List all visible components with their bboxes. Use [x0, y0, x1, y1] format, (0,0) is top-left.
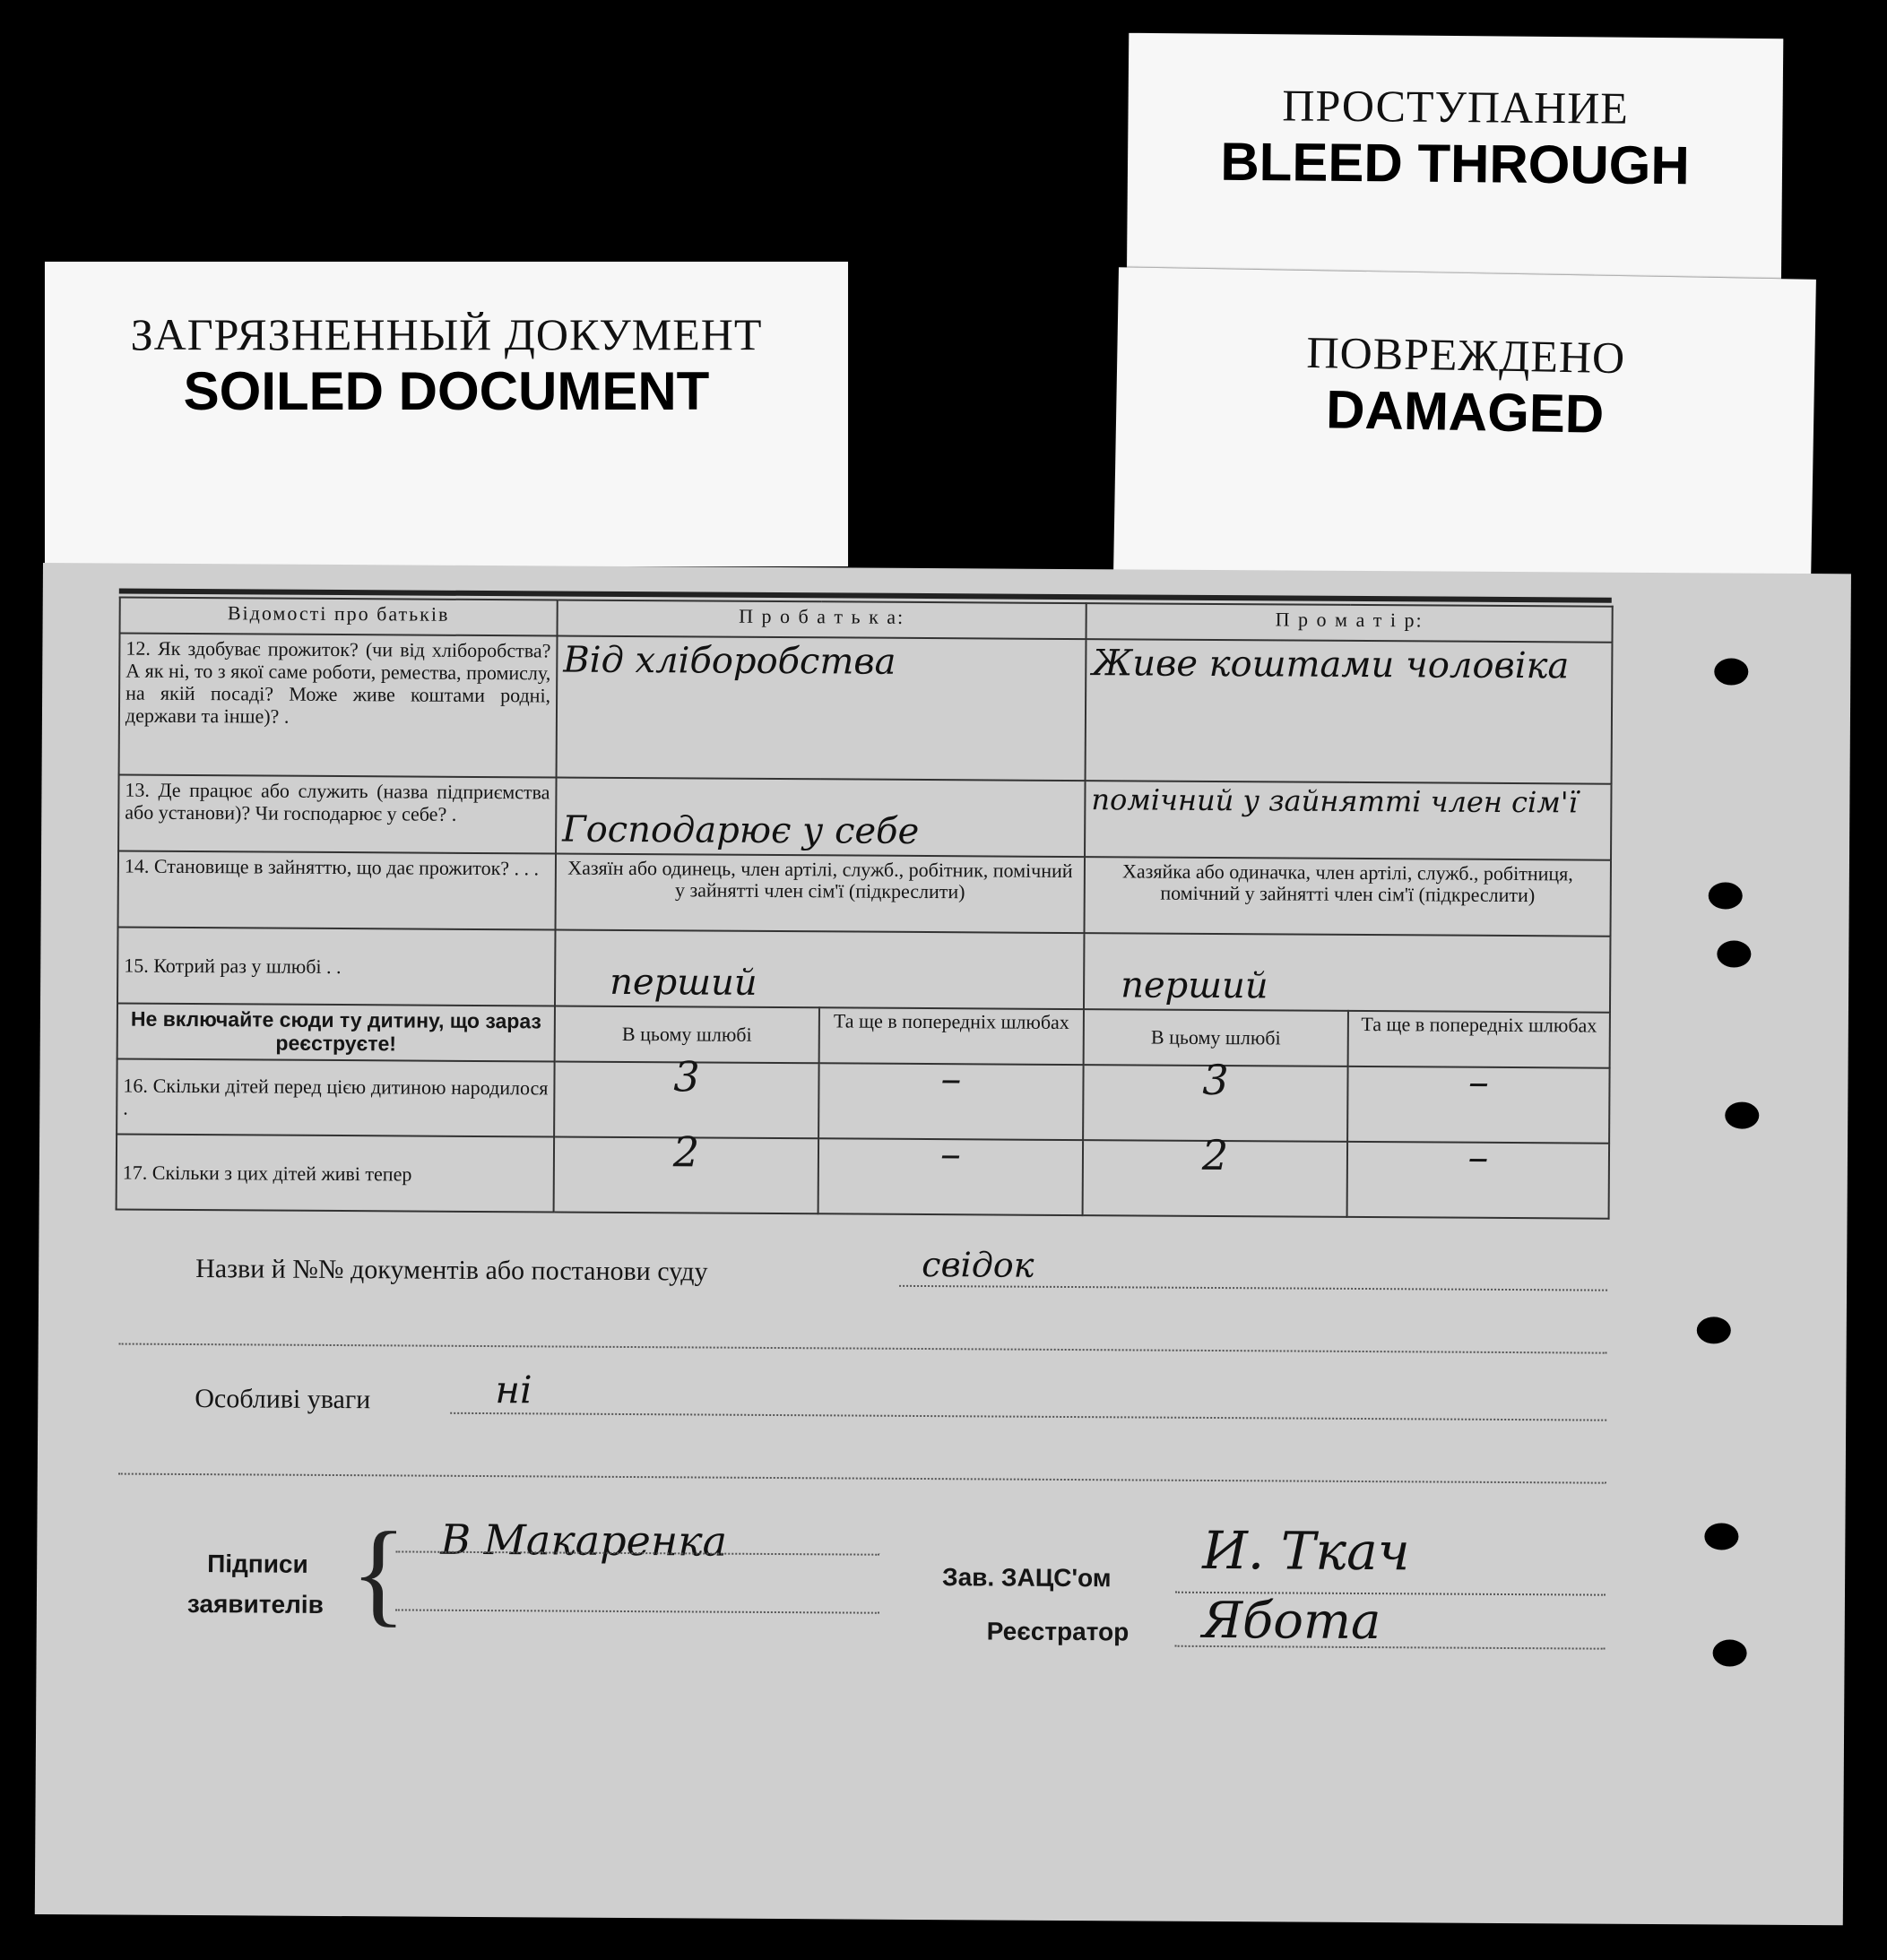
q13-mother-answer: помічний у зайнятті член сім'ї	[1085, 781, 1612, 860]
documents-value: свідок	[922, 1245, 1034, 1285]
binding-hole	[1714, 658, 1748, 685]
q17-text	[117, 1135, 555, 1213]
remarks-value: ні	[495, 1368, 532, 1412]
mother-prev-marriages-header: Та ще в попередніх шлюбах	[1348, 1011, 1610, 1068]
q12-father-answer: Від хліборобства	[557, 636, 1086, 781]
applicant-signature: В Макаренка	[440, 1515, 728, 1566]
binding-hole	[1713, 1639, 1747, 1666]
q13-text	[118, 775, 557, 854]
soiled-document-label	[45, 262, 848, 566]
binding-hole	[1697, 1317, 1731, 1343]
father-this-marriage-header: В цьому шлюбі	[555, 1006, 819, 1063]
q16-text	[117, 1059, 555, 1137]
q15-text	[117, 928, 556, 1006]
remarks-line-2	[118, 1473, 1606, 1484]
mother-this-marriage-header: В цьому шлюбі	[1084, 1009, 1348, 1066]
q15-question: Котрий раз у шлюбі . .	[153, 954, 342, 979]
soiled-label-ru: ЗАГРЯЗНЕННЫЙ ДОКУМЕНТ	[130, 309, 763, 359]
row-q14	[118, 851, 1612, 937]
q14-father-options: Хазяїн або одинець, член артілі, служб., робітник, помічний у зайнятті член сім'ї (підкреслити)	[556, 854, 1086, 934]
row-q15	[117, 928, 1611, 1013]
q13-number: 13.	[125, 778, 151, 801]
header-parents-info: Відомості про батьків	[120, 598, 558, 636]
binding-hole	[1717, 940, 1751, 967]
row-q17	[117, 1135, 1609, 1219]
row-q16	[117, 1059, 1609, 1144]
q12-text	[119, 634, 558, 778]
damaged-label	[1113, 267, 1816, 584]
header-father: П р о б а т ь к а:	[558, 600, 1086, 640]
q14-text	[118, 851, 557, 930]
remarks-label: Особливі уваги	[195, 1384, 371, 1415]
q16-number: 16.	[123, 1074, 149, 1097]
binding-hole	[1725, 1101, 1759, 1128]
q15-number: 15.	[124, 954, 149, 977]
remarks-line-1	[450, 1412, 1606, 1421]
q16-question: Скільки дітей перед цією дитиною народилося .	[123, 1074, 549, 1119]
signature-brace: {	[350, 1508, 407, 1638]
row-q12	[119, 634, 1613, 784]
q13-question: Де працює або служить (назва підприємства або установи)? Чи господарює у себе? .	[125, 778, 550, 825]
q14-number: 14.	[124, 854, 150, 877]
documents-label: Назви й №№ документів або постанови суду	[195, 1254, 708, 1287]
q17-mother-prev: –	[1347, 1142, 1610, 1219]
q13-father-answer: Господарює у себе	[556, 778, 1086, 858]
q12-number: 12.	[126, 636, 151, 660]
row-q13	[118, 775, 1612, 860]
q16-mother-this: 3	[1083, 1065, 1348, 1142]
father-prev-marriages-header: Та ще в попередніх шлюбах	[819, 1007, 1084, 1065]
soiled-label-en: SOILED DOCUMENT	[183, 361, 710, 421]
zags-head-label: Зав. ЗАЦС'ом	[942, 1563, 1112, 1593]
q17-number: 17.	[122, 1161, 148, 1184]
zags-head-signature: И. Ткач	[1202, 1519, 1410, 1583]
q12-question: Як здобуває прожиток? (чи від хліборобства? А як ні, то з якої саме роботи, ремества, промислу, на якій посаді? Може живе коштами родні, держави та інше)? .	[125, 636, 551, 728]
q12-mother-answer: Живе коштами чоловіка	[1086, 639, 1613, 784]
documents-line-1	[899, 1285, 1607, 1291]
bleed-label-en: BLEED THROUGH	[1220, 131, 1691, 196]
parents-info-table	[116, 589, 1612, 1220]
bleed-through-label	[1127, 33, 1784, 307]
damaged-label-ru: ПОВРЕЖДЕНО	[1306, 326, 1626, 384]
registrar-signature: Ябота	[1201, 1591, 1381, 1652]
q17-father-this: 2	[554, 1136, 819, 1213]
q15-father-answer: перший	[555, 929, 1085, 1009]
q16-mother-prev: –	[1347, 1066, 1610, 1144]
q16-father-prev: –	[818, 1063, 1084, 1140]
registration-form-sheet	[35, 563, 1851, 1925]
applicant-signatures-label-2: заявителів	[186, 1590, 324, 1619]
q15-mother-answer: перший	[1084, 933, 1611, 1013]
q14-mother-options: Хазяйка або одиначка, член артілі, служб., робітниця, помічний у зайнятті член сім'ї (підкреслити)	[1084, 857, 1611, 937]
binding-hole	[1709, 882, 1743, 909]
applicant-signatures-label-1: Підписи	[207, 1550, 308, 1578]
q17-father-prev: –	[818, 1138, 1084, 1215]
bleed-label-ru: ПРОСТУПАНИЕ	[1282, 80, 1630, 134]
registrar-label: Реєстратор	[986, 1617, 1130, 1646]
q14-question: Становище в зайняттю, що дає прожиток? . . .	[153, 854, 540, 880]
row-subheader	[117, 1004, 1610, 1068]
q17-mother-this: 2	[1083, 1140, 1348, 1217]
exclude-child-note: Не включайте сюди ту дитину, що зараз реєструєте!	[117, 1004, 555, 1062]
q17-question: Скільки з цих дітей живі тепер	[151, 1161, 412, 1186]
documents-line-2	[119, 1343, 1607, 1354]
binding-hole	[1704, 1523, 1738, 1550]
applicant-signature-line-2	[395, 1609, 879, 1613]
damaged-label-en: DAMAGED	[1325, 379, 1605, 445]
q16-father-this: 3	[554, 1061, 819, 1138]
header-mother: П р о м а т і р:	[1086, 603, 1613, 643]
